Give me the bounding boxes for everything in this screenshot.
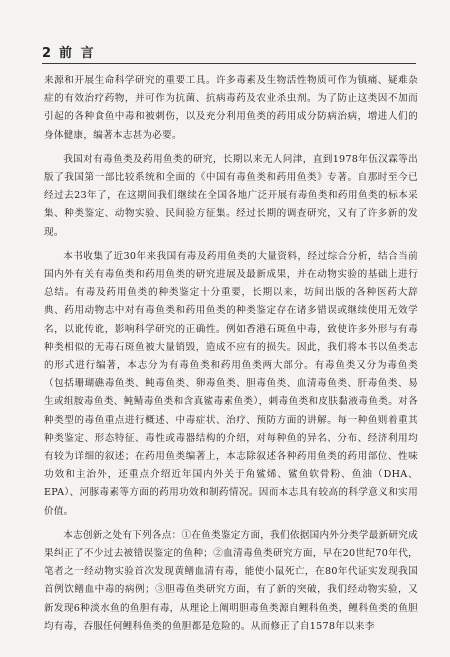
- header-rule: [42, 63, 416, 64]
- paragraph: 来源和开展生命科学研究的重要工具。许多毒素及生物活性物质可作为镇痛、疑难杂症的有效治疗药物，并可作为抗菌、抗病毒药及农业杀虫剂。为了防止这类因不加而引起的各种食鱼中毒和被刺伤，以及充分利用鱼类的药用成分防病治病，增进人们的身体健康，编著本志甚为必要。: [44, 75, 418, 141]
- section-title: 前 言: [59, 46, 96, 61]
- paragraph: 我国对有毒鱼类及药用鱼类的研究，长期以来无人问津，直到1978年伍汉霖等出版了我国第一部比较系统和全面的《中国有毒鱼类和药用鱼类》专著。自那时至今已经过去23年了，在这期间我们继续在全国各地广泛开展有毒鱼类和药用鱼类的标本采集、种类鉴定、动物实验、民间验方征集。经过长期的调查研究，又有了许多新的发现。: [44, 153, 418, 238]
- page-header: [42, 42, 96, 61]
- body-text: [44, 72, 418, 636]
- page-number: 2: [42, 46, 52, 61]
- paragraph: 本志创新之处有下列各点：①在鱼类鉴定方面，我们依据国内外分类学最新研究成果纠正了不少过去被错误鉴定的鱼种；②血清毒鱼类研究方面，早在20世纪70年代，笔者之一经动物实验首次发现黄鳝血清有毒，能使小鼠死亡，在80年代证实发现我国首例饮鳝血中毒的病例；③胆毒鱼类研究方面，有了新的突破，我们经动物实验，又新发现6种淡水鱼的鱼胆有毒，从理论上阐明胆毒鱼类源自鲤科鱼类，鲤科鱼类的鱼胆均有毒，吞服任何鲤科鱼类的鱼胆都是危险的。从而修正了自1578年以来李: [44, 529, 418, 632]
- paragraph: 本书收集了近30年来我国有毒及药用鱼类的大量资料，经过综合分析，结合当前国内外有关有毒鱼类和药用鱼类的研究进展及最新成果，并在动物实验的基础上进行总结。有毒及药用鱼类的种类鉴定十分重要，长期以来，坊间出版的各种医药大辞典、药用动物志中对有毒鱼类和药用鱼类的种类鉴定存在诸多错误或继续使用无效学名，以讹传讹，影响科学研究的正确性。例如香港石斑鱼中毒，致使许多外形与有毒种类相似的无毒石斑鱼被大量销毁，造成不应有的损失。因此，我们将本书以鱼类志的形式进行编著，本志分为有毒鱼类和药用鱼类两大部分。有毒鱼类又分为毒鱼类（包括珊瑚礁毒鱼类、鲀毒鱼类、卵毒鱼类、胆毒鱼类、血清毒鱼类、肝毒鱼类、易生或组胺毒鱼类、鲀鲭毒鱼类和含真鲨毒素鱼类），刺毒鱼类和皮肤黏液毒鱼类。对各种类型的毒鱼重点进行概述、中毒症状、治疗、预防方面的讲解。每一种鱼则着重其种类鉴定、形态特征、毒性或毒器结构的介绍，对每种鱼的异名、分布、经济利用均有较为详细的叙述；在药用鱼类编著上，本志除叙述各种药用鱼类的药用部位、性味功效和主治外，还重点介绍近年国内外关于角鲨烯、鲨鱼软骨粉、鱼油（DHA、EPA）、河豚毒素等方面的药用功效和制药情况。因而本志具有较高的科学意义和实用价值。: [44, 250, 418, 517]
